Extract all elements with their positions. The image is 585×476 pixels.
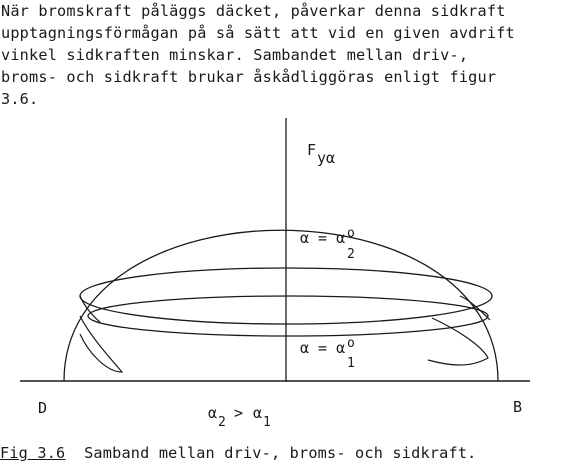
left-loop: [80, 316, 122, 372]
label-alpha1-sup: o: [347, 336, 355, 351]
paragraph-line: broms- och sidkraft brukar åskådliggöras enligt figur: [1, 68, 497, 86]
paragraph-line: 3.6.: [1, 90, 39, 108]
paragraph-line: När bromskraft påläggs däcket, påverkar denna sidkraft: [1, 2, 506, 20]
label-alpha2-sup: o: [347, 226, 355, 241]
axis-label-F: F: [307, 141, 317, 159]
label-B: B: [513, 398, 523, 416]
paragraph-line: vinkel sidkraften minskar. Sambandet mellan driv-,: [1, 46, 469, 64]
paragraph-line: upptagningsförmågan på så sätt att vid en given avdrift: [1, 24, 515, 42]
label-D: D: [38, 399, 48, 417]
relation-a-sub: 2: [218, 415, 226, 430]
label-alpha1-sub: 1: [347, 356, 355, 371]
relation-b-sub: 1: [263, 415, 271, 430]
figure-caption: [0, 444, 477, 462]
right-loop: [428, 318, 488, 365]
caption-text: Samband mellan driv-, broms- och sidkraft.: [65, 444, 477, 462]
figure-number: Fig 3.6: [0, 444, 66, 462]
label-alpha2-sub: 2: [347, 247, 355, 262]
relation-op: >: [225, 404, 253, 422]
axis-label-F-sub: yα: [317, 149, 336, 167]
relation-a: α: [208, 404, 218, 422]
label-alpha1: α = α: [300, 339, 346, 357]
label-alpha2: α = α: [300, 229, 346, 247]
envelope-curve: [64, 230, 498, 381]
relation-b: α: [253, 404, 263, 422]
